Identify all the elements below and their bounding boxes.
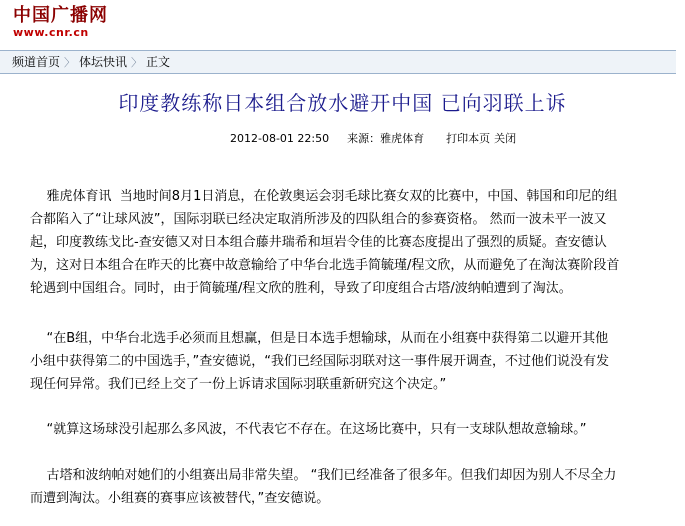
paragraph-line: 合都陷入了“让球风波”，国际羽联已经决定取消所涉及的四队组合的参赛资格。 然而一波未平一波又 xyxy=(30,212,607,227)
article-datetime: 2012-08-01 22:50 xyxy=(230,132,330,145)
article-paragraph-1 xyxy=(30,185,675,300)
breadcrumb-current: 正文 xyxy=(146,55,171,69)
article-title: 印度教练称日本组合放水避开中国 已向羽联上诉 xyxy=(118,91,567,115)
paragraph-line: “就算这场球没引起那么多风波，不代表它不存在。在这场比赛中，只有一支球队想故意输球。” xyxy=(30,422,587,437)
paragraph-line: 起，印度教练戈比-查安德又对日本组合藤井瑞希和垣岩令佳的比赛态度提出了强烈的质疑。查安德认 xyxy=(30,235,607,250)
paragraph-line: 轮遇到中国组合。同时，由于简毓瑾/程文欣的胜利，导致了印度组合古塔/波纳帕遭到了淘汰。 xyxy=(30,281,572,296)
breadcrumb-sports-news[interactable]: 体坛快讯 xyxy=(79,55,128,69)
paragraph-line: 古塔和波纳帕对她们的小组赛出局非常失望。 “我们已经准备了很多年。但我们却因为别人不尽全力 xyxy=(30,468,617,483)
site-logo[interactable] xyxy=(13,6,123,42)
article-paragraph-4 xyxy=(30,464,675,510)
breadcrumb-separator-icon: 〉 xyxy=(64,56,76,69)
breadcrumb xyxy=(12,51,170,74)
article-source: 雅虎体育 xyxy=(380,132,425,145)
article-paragraph-2 xyxy=(30,327,675,396)
breadcrumb-separator-icon: 〉 xyxy=(131,56,143,69)
logo-chinese-name: 中国广播网 xyxy=(13,5,108,26)
breadcrumb-bar xyxy=(0,50,676,74)
paragraph-line: 小组中获得第二的中国选手，”查安德说，“我们已经国际羽联对这一事件展开调查，不过他们说没有发 xyxy=(30,354,609,369)
logo-url: www.cnr.cn xyxy=(13,26,89,39)
close-link[interactable]: 关闭 xyxy=(494,132,517,145)
paragraph-line: “在B组，中华台北选手必须而且想赢，但是日本选手想输球，从而在小组赛中获得第二以避开其他 xyxy=(30,331,609,346)
breadcrumb-channel-home[interactable]: 频道首页 xyxy=(12,55,61,69)
paragraph-line: 为，这对日本组合在昨天的比赛中故意输给了中华台北选手简毓瑾/程文欣，从而避免了在淘汰赛阶段首 xyxy=(30,258,620,273)
paragraph-line: 雅虎体育讯 当地时间8月1日消息，在伦敦奥运会羽毛球比赛女双的比赛中，中国、韩国和印尼的组 xyxy=(30,189,618,204)
print-page-link[interactable]: 打印本页 xyxy=(446,132,491,145)
article-meta xyxy=(230,131,520,147)
paragraph-line: 现任何异常。我们已经上交了一份上诉请求国际羽联重新研究这个决定。” xyxy=(30,377,447,392)
paragraph-line: 而遭到淘汰。小组赛的赛事应该被替代，”查安德说。 xyxy=(30,491,330,506)
article-paragraph-3 xyxy=(30,418,675,441)
source-label: 来源： xyxy=(347,132,381,145)
